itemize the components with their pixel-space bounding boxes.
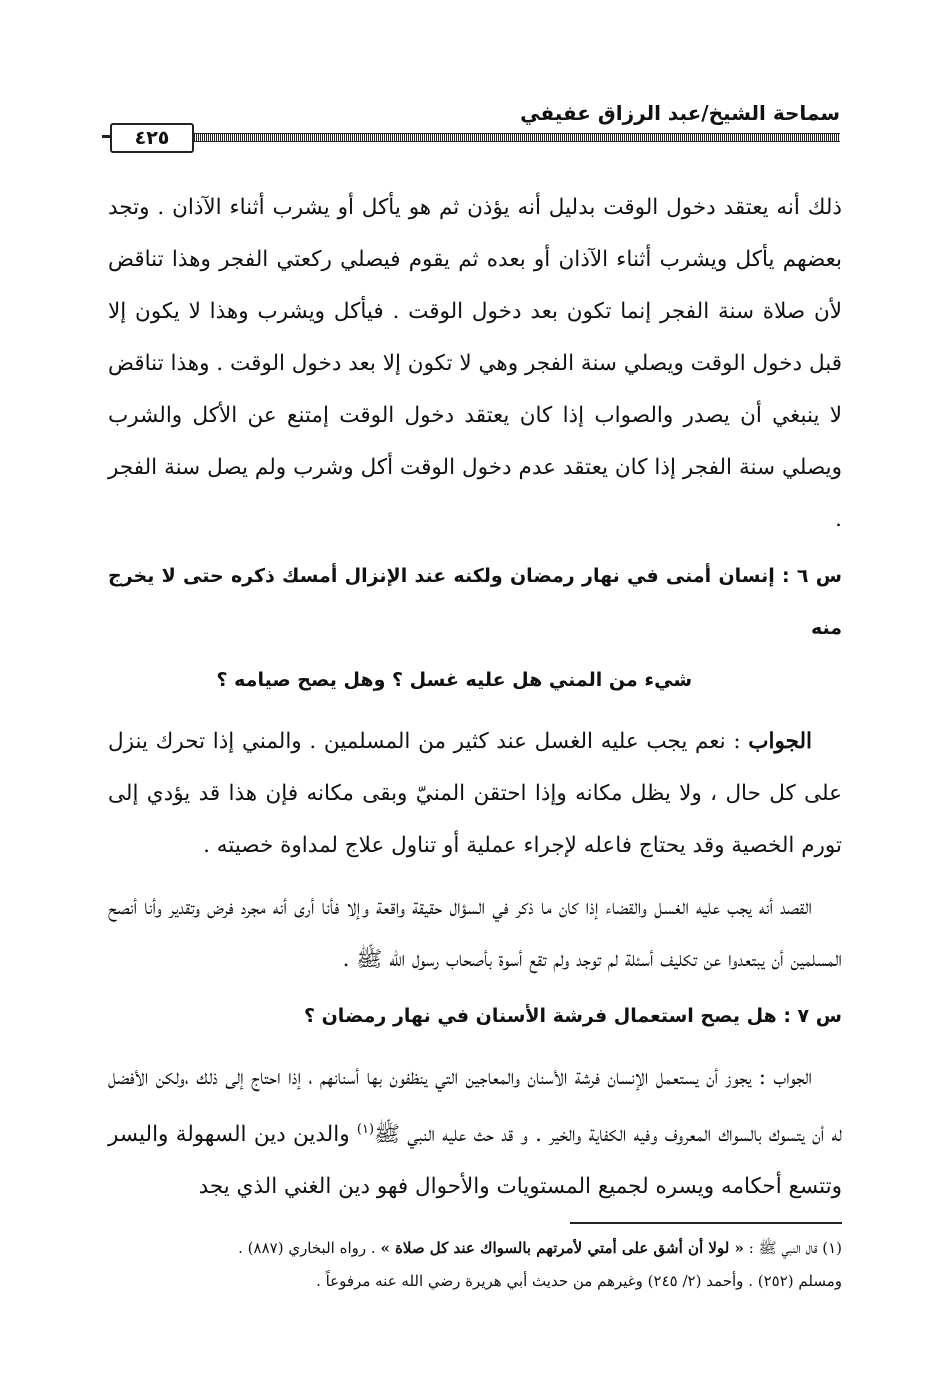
answer-6 (108, 716, 842, 872)
footnote-1 (108, 1232, 842, 1265)
answer-7-part2: والدين دين السهولة واليسر وتتسع أحكامه ويسره لجميع المستويات والأحوال فهو دين الغني الذي يجد (108, 1122, 842, 1200)
header-rule-tick (102, 135, 112, 138)
paragraph-qasd (108, 882, 842, 986)
footnote-1-intro: (١) قال النبي ﷺ : (748, 1239, 842, 1257)
question-6-line2: شيء من المني هل عليه غسل ؟ وهل يصح صيامه ؟ (216, 669, 692, 691)
answer-7 (108, 1052, 842, 1213)
answer-6-text: : نعم يجب عليه الغسل عند كثير من المسلمين . والمني إذا تحرك ينزل على كل حال ، ولا يظل مكانه وإذا احتقن المنيّ وبقى مكانه فإن هذا قد يؤدي إلى تورم الخصية وقد يحتاج فاعله لإجراء عملية أو تناول علاج لمداوة خصيته . (108, 729, 842, 858)
footnote-1-rest: . رواه البخاري (٨٨٧) . (238, 1239, 376, 1257)
page-number: ٤٢٥ (110, 123, 194, 153)
question-7: س ٧ : هل يصح استعمال فرشة الأسنان في نهار رمضان ؟ (303, 1005, 842, 1027)
paragraph-intro: ذلك أنه يعتقد دخول الوقت بدليل أنه يؤذن ثم هو يأكل أو يشرب أثناء الآذان . وتجد بعضهم يأكل ويشرب أثناء الآذان أو بعده ثم يقوم فيصلي ركعتي الفجر وهذا تناقض لأن صلاة سنة الفجر إنما تكون بعد دخول الوقت . فيأكل ويشرب وهذا لا يكون إلا قبل دخول الوقت ويصلي سنة الفجر وهي لا تكون إلا بعد دخول الوقت . وهذا تناقض لا ينبغي أن يصدر والصواب إذا كان يعتقد دخول الوقت إمتنع عن الأكل والشرب ويصلي سنة الفجر إذا كان يعتقد عدم دخول الوقت أكل وشرب ولم يصل سنة الفجر . (108, 195, 842, 532)
paragraph-qasd-text: القصد أنه يجب عليه الغسل والقضاء إذا كان ما ذكر في السؤال حقيقة واقعة وإلا فأنا أرى أنه مجرد فرض وتقدير وأنا أنصح المسلمين أن يبتعدوا عن تكليف أسئلة لم توجد ولم تقع أسوة بأصحاب رسول الله ﷺ . (108, 895, 842, 972)
footnotes (108, 1232, 842, 1298)
page-body (108, 182, 842, 1213)
answer-7-part1: الجواب : يجوز أن يستعمل الإنسان فرشة الأسنان والمعاجين التي ينظفون بها أسنانهم ، إذا احتاج إلى ذلك ،ولكن الأفضل له أن يتسوك بالسواك المعروف وفيه الكفاية والخير . و قد حث عليه النبي ﷺ (108, 1065, 842, 1148)
page-header (110, 95, 840, 155)
footnote-1-quote: « لولا أن أشق على أمتي لأمرتهم بالسواك عند كل صلاة » (380, 1239, 744, 1257)
question-6-line1: س ٦ : إنسان أمنى في نهار رمضان ولكنه عند الإنزال أمسك ذكره حتى لا يخرج منه (108, 565, 842, 639)
question-6 (108, 550, 842, 706)
answer-6-label: الجواب (748, 729, 812, 754)
footnote-rule (570, 1222, 842, 1224)
header-rule (190, 133, 840, 142)
footnote-ref-1: (١) (356, 1122, 375, 1137)
footnote-1-cont: ومسلم (٢٥٢) . وأحمد (٢/ ٢٤٥) وغيرهم من حديث أبي هريرة رضي الله عنه مرفوعاً . (316, 1272, 842, 1290)
header-title: سماحة الشيخ/عبد الرزاق عفيفي (520, 101, 840, 125)
